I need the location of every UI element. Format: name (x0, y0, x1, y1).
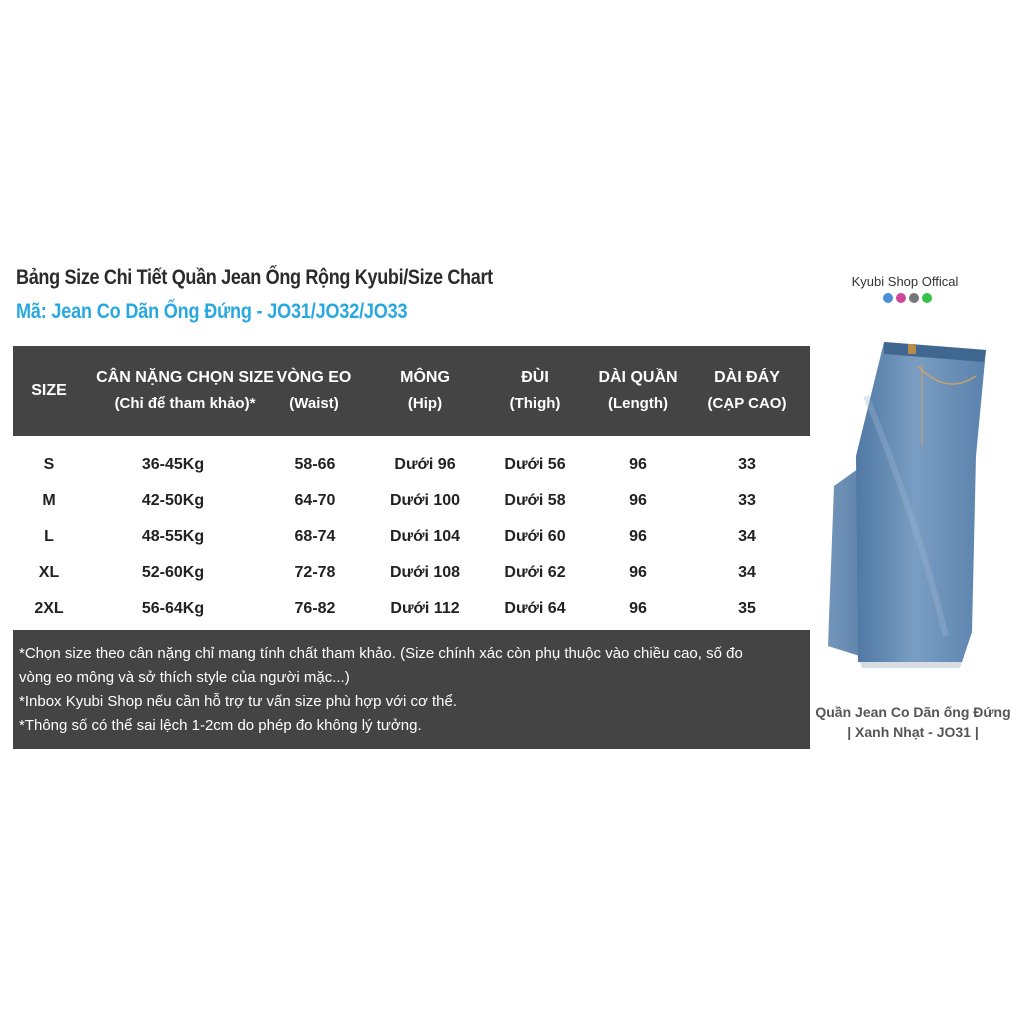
note-line: *Chọn size theo cân nặng chỉ mang tính chất tham khảo. (Size chính xác còn phụ thuộc vào chiều cao, số đo (19, 645, 743, 662)
cell-weight: 42-50Kg (141, 492, 205, 509)
cell-weight: 36-45Kg (141, 456, 205, 473)
cell-weight: 56-64Kg (141, 600, 205, 617)
brand-name: Kyubi Shop Offical (851, 274, 959, 289)
cell-length: 96 (629, 528, 647, 545)
cell-weight: 48-55Kg (141, 528, 205, 545)
cell-thigh: Dưới 58 (504, 492, 566, 509)
cell-hip: Dưới 108 (389, 564, 461, 581)
size-table-header (13, 346, 810, 436)
header-hip (375, 346, 475, 436)
header-size (13, 346, 85, 436)
header-hip-sub: (Hip) (407, 395, 443, 412)
caption-variant: | Xanh Nhạt - JO31 | (847, 724, 979, 740)
cell-rise: 33 (738, 456, 756, 473)
header-thigh-sub: (Thigh) (509, 395, 561, 412)
jeans-product-image (826, 336, 988, 676)
caption-title: Quần Jean Co Dãn ống Đứng (815, 704, 1011, 720)
cell-hip: Dưới 100 (389, 492, 461, 509)
notes-box (13, 630, 810, 749)
cell-size: 2XL (34, 600, 64, 617)
header-thigh (485, 346, 585, 436)
header-length-sub: (Length) (608, 395, 668, 412)
cell-size: S (43, 456, 55, 473)
cell-hip: Dưới 112 (390, 600, 460, 617)
web-icon[interactable] (909, 293, 919, 303)
table-row (13, 591, 810, 627)
facebook-icon[interactable] (883, 293, 893, 303)
header-rise-label: DÀI ĐÁY (714, 369, 780, 386)
cell-waist: 68-74 (294, 528, 336, 545)
cell-size: XL (38, 564, 60, 581)
cell-rise: 34 (738, 564, 756, 581)
cell-thigh: Dưới 56 (504, 456, 566, 473)
note-line: *Thông số có thể sai lệch 1-2cm do phép đo không lý tưởng. (19, 717, 422, 734)
instagram-icon[interactable] (896, 293, 906, 303)
table-row (13, 483, 810, 519)
table-row (13, 519, 810, 555)
cell-thigh: Dưới 60 (504, 528, 566, 545)
note-line: *Inbox Kyubi Shop nếu cần hỗ trợ tư vấn size phù hợp với cơ thể. (19, 693, 457, 710)
cell-waist: 76-82 (294, 600, 336, 617)
cell-weight: 52-60Kg (141, 564, 205, 581)
page-title: Bảng Size Chi Tiết Quần Jean Ống Rộng Kyubi/Size Chart (16, 266, 493, 289)
cell-hip: Dưới 96 (394, 456, 456, 473)
cell-length: 96 (629, 600, 647, 617)
header-waist (273, 346, 355, 436)
cell-length: 96 (629, 492, 647, 509)
cell-thigh: Dưới 62 (504, 564, 566, 581)
header-length (588, 346, 688, 436)
table-row (13, 447, 810, 483)
header-thigh-label: ĐÙI (521, 369, 549, 386)
header-weight-label: CÂN NẶNG CHỌN SIZE (96, 369, 274, 386)
size-table-body (13, 447, 810, 627)
header-hip-label: MÔNG (400, 369, 450, 386)
cell-thigh: Dưới 64 (504, 600, 566, 617)
product-caption (808, 702, 1018, 742)
header-rise (697, 346, 797, 436)
header-size-label: SIZE (31, 382, 67, 399)
cell-waist: 58-66 (294, 456, 336, 473)
cell-hip: Dưới 104 (389, 528, 461, 545)
header-waist-sub: (Waist) (289, 395, 339, 412)
cell-rise: 35 (738, 600, 756, 617)
cell-waist: 72-78 (294, 564, 336, 581)
header-waist-label: VÒNG EO (276, 369, 352, 386)
cell-waist: 64-70 (294, 492, 336, 509)
header-weight-note: (Chỉ để tham khảo)* (114, 395, 256, 412)
cell-rise: 33 (738, 492, 756, 509)
header-rise-sub: (CẠP CAO) (707, 395, 787, 412)
table-row (13, 555, 810, 591)
cell-rise: 34 (738, 528, 756, 545)
cell-size: L (44, 528, 54, 545)
header-weight (85, 346, 285, 436)
header-length-label: DÀI QUẦN (598, 369, 678, 386)
product-code-subtitle: Mã: Jean Co Dãn Ống Đứng - JO31/JO32/JO33 (16, 300, 408, 323)
cell-length: 96 (629, 456, 647, 473)
cell-length: 96 (629, 564, 647, 581)
social-icons (877, 293, 937, 305)
cell-size: M (42, 492, 56, 509)
note-line: vòng eo mông và sở thích style của người mặc...) (19, 669, 350, 686)
close-icon[interactable] (922, 293, 932, 303)
